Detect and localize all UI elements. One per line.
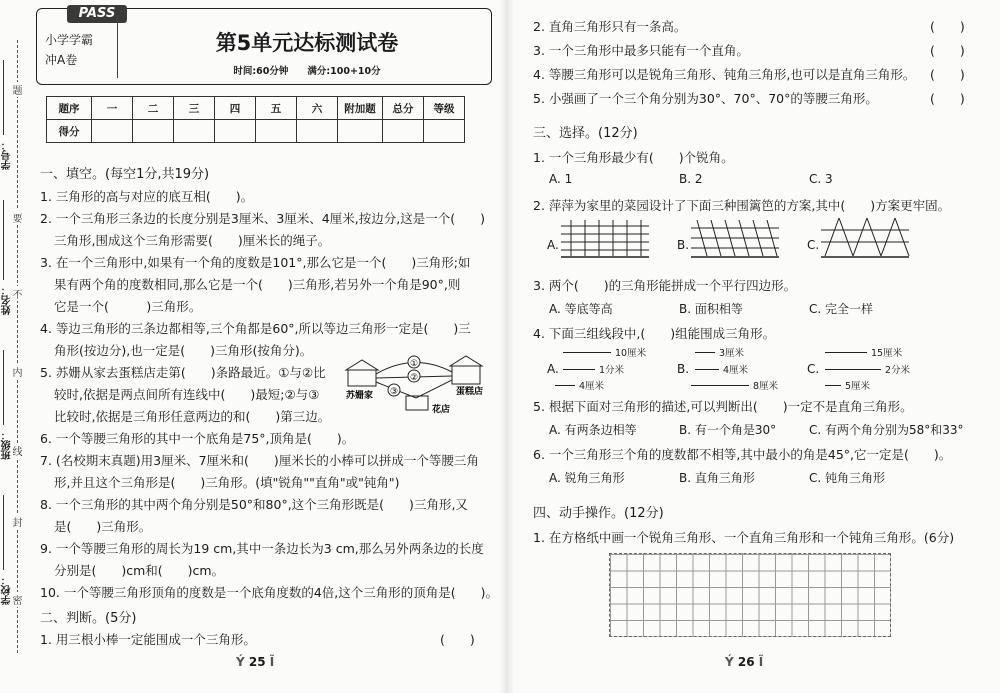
brand-line1: 小学学霸 (45, 33, 94, 47)
flower-shop-icon (406, 396, 428, 410)
choice-option[interactable]: A. (547, 238, 559, 252)
home-label: 苏姗家 (346, 391, 374, 401)
score-entry[interactable] (215, 120, 256, 143)
question-line: 角形(按边分),也一定是( )三角形(按角分)。 (54, 343, 313, 358)
score-entry[interactable] (92, 120, 133, 143)
segment-line (825, 369, 881, 370)
segment-line (695, 369, 719, 370)
cake-shop-label: 蛋糕店 (456, 387, 484, 397)
segment-label: 2分米 (885, 365, 911, 376)
section-choice-heading: 三、选择。(12分) (533, 126, 638, 141)
choice-option[interactable]: A. (547, 362, 559, 376)
table-cell: 等级 (424, 97, 465, 120)
question-line: 4. 等边三角形的三条边都相等,三个角都是60°,所以等边三角形一定是( )三 (40, 321, 471, 336)
table-cell: 二 (133, 97, 174, 120)
segment-label: 4厘米 (579, 381, 605, 392)
margin-word: 题 (12, 82, 23, 97)
score-entry[interactable] (256, 120, 297, 143)
margin-word: 线 (12, 443, 23, 458)
pass-logo: PASS (67, 5, 127, 23)
score-table (46, 96, 465, 143)
wheat-decoration-icon: Ý (236, 655, 245, 669)
wheat-decoration-icon: Ĩ (758, 655, 764, 669)
question-line: 5. 苏姗从家去蛋糕店走第( )条路最近。①与②比 (40, 365, 326, 380)
question-line: 6. 一个等腰三角形的其中一个底角是75°,顶角是( )。 (40, 431, 355, 446)
margin-word: 内 (12, 364, 23, 379)
margin-word: 密 (12, 592, 23, 607)
name-label: 姓名： (2, 285, 13, 315)
table-cell: 三 (174, 97, 215, 120)
question-line: 3. 两个( )的三角形能拼成一个平行四边形。 (533, 278, 797, 293)
route-map-figure (344, 352, 494, 420)
score-table-header-row (47, 97, 465, 120)
cake-shop-roof-icon (450, 356, 482, 366)
question-line: 4. 下面三组线段中,( )组能围成三角形。 (533, 326, 776, 341)
question-line: 8. 一个三角形的其中两个角分别是50°和80°,这个三角形既是( )三角形,又 (40, 497, 468, 512)
question-line: 3. 在一个三角形中,如果有一个角的度数是101°,那么它是一个( )三角形;如 (40, 255, 471, 270)
score-table-score-row (47, 120, 465, 143)
header-divider (117, 15, 118, 78)
question-line: 果有两个角的度数相同,那么它是一个( )三角形,若另外一个角是90°,则 (54, 277, 461, 292)
choice-option[interactable]: C. 3 (809, 172, 833, 186)
table-cell: 六 (297, 97, 338, 120)
segment-label: 8厘米 (753, 381, 779, 392)
binding-cut-line (17, 40, 18, 653)
question-line: 较时,依据是两点间所有连线中( )最短;②与③ (54, 387, 320, 402)
student-id-line (3, 60, 5, 135)
question-line: 1. 一个三角形最少有( )个锐角。 (533, 150, 734, 165)
choice-option[interactable]: A. 有两条边相等 (549, 423, 637, 437)
question-line: 2. 萍萍为家里的菜园设计了下面三种围篱笆的方案,其中( )方案更牢固。 (533, 198, 951, 213)
question-line: 3. 一个三角形中最多只能有一个直角。 (533, 43, 749, 58)
choice-option[interactable]: C. 钝角三角形 (809, 471, 886, 485)
choice-option[interactable]: B. (677, 238, 690, 252)
section-judge-heading: 二、判断。(5分) (40, 611, 137, 626)
fence-grid-c (821, 218, 911, 262)
question-line: 7. (名校期末真题)用3厘米、7厘米和( )厘米长的小棒可以拼成一个等腰三角 (40, 453, 479, 468)
question-line: 比较时,依据是三角形任意两边的和( )第三边。 (54, 409, 331, 424)
page-spine (500, 0, 514, 693)
question-line: 2. 直角三角形只有一条高。 (533, 19, 687, 34)
page-title: 第5单元达标测试卷 (215, 31, 399, 55)
score-entry[interactable] (174, 120, 215, 143)
section-fill-blank-heading: 一、填空。(每空1分,共19分) (40, 167, 210, 182)
question-line: 1. 在方格纸中画一个锐角三角形、一个直角三角形和一个钝角三角形。(6分) (533, 530, 955, 545)
fence-grid-b (691, 220, 781, 262)
table-cell: 得分 (47, 120, 92, 143)
table-cell: 四 (215, 97, 256, 120)
school-line (3, 495, 5, 570)
table-cell: 总分 (383, 97, 424, 120)
fence-grid-a (561, 220, 651, 262)
score-entry[interactable] (383, 120, 424, 143)
name-line (3, 200, 5, 280)
answer-paren[interactable]: ( ) (440, 632, 475, 647)
segment-line (825, 352, 867, 353)
page-number-right (725, 655, 763, 669)
page-number-text: 26 (737, 655, 755, 669)
segment-line (691, 385, 749, 386)
choice-option[interactable]: C. 有两个角分别为58°和33° (809, 423, 964, 437)
margin-word: 不 (12, 286, 23, 301)
class-label: 班级： (2, 430, 13, 460)
question-line: 1. 用三根小棒一定能围成一个三角形。 (40, 632, 256, 647)
question-line: 6. 一个三角形三个角的度数都不相等,其中最小的角是45°,它一定是( )。 (533, 447, 952, 462)
score-entry[interactable] (297, 120, 338, 143)
choice-option[interactable]: B. 面积相等 (679, 302, 743, 316)
segment-label: 5厘米 (845, 381, 871, 392)
house-icon (348, 370, 376, 386)
school-label: 学校： (2, 575, 13, 605)
cake-shop-icon (452, 366, 480, 384)
answer-paren[interactable]: ( ) (930, 43, 965, 58)
table-cell: 题序 (47, 97, 92, 120)
question-line: 形,并且这个三角形是( )三角形。(填"锐角""直角"或"钝角") (54, 475, 400, 490)
question-line: 2. 一个三角形三条边的长度分别是3厘米、3厘米、4厘米,按边分,这是一个( ) (40, 211, 485, 226)
binding-margin (0, 0, 34, 693)
segment-label: 1分米 (599, 365, 625, 376)
question-line: 分别是( )cm和( )cm。 (54, 563, 225, 578)
flower-shop-label: 花店 (432, 405, 451, 415)
student-id-label: 学号： (2, 140, 13, 170)
question-line: 三角形,围成这个三角形需要( )厘米长的绳子。 (54, 233, 331, 248)
route-1-label: ① (409, 359, 419, 369)
exam-header (36, 8, 492, 85)
exam-subtitle: 时间:60分钟 满分:100+10分 (233, 66, 381, 77)
question-line: 10. 一个等腰三角形顶角的度数是一个底角度数的4倍,这个三角形的顶角是( )。 (40, 585, 499, 600)
wheat-decoration-icon: Ý (725, 655, 734, 669)
choice-option[interactable]: C. (807, 238, 820, 252)
route-3-label: ③ (389, 387, 399, 397)
segment-line (563, 369, 595, 370)
table-cell: 一 (92, 97, 133, 120)
choice-option[interactable]: B. (677, 362, 690, 376)
wheat-decoration-icon: Ĩ (269, 655, 275, 669)
segment-label: 4厘米 (723, 365, 749, 376)
table-cell: 五 (256, 97, 297, 120)
choice-option[interactable]: B. 有一个角是30° (679, 423, 777, 437)
choice-option[interactable]: B. 2 (679, 172, 703, 186)
right-page (525, 0, 985, 693)
question-line: 1. 三角形的高与对应的底互相( )。 (40, 189, 254, 204)
margin-word: 封 (12, 514, 23, 529)
answer-paren[interactable]: ( ) (930, 91, 965, 106)
choice-option[interactable]: C. (807, 362, 820, 376)
segment-label: 10厘米 (615, 348, 647, 359)
choice-option[interactable]: A. 等底等高 (549, 302, 613, 316)
brand-line2: 冲A卷 (45, 53, 78, 67)
question-line: 5. 小强画了一个三个角分别为30°、70°、70°的等腰三角形。 (533, 91, 878, 106)
question-line: 是( )三角形。 (54, 519, 152, 534)
drawing-grid[interactable] (609, 553, 891, 637)
margin-word: 要 (12, 210, 23, 225)
segment-line (825, 385, 841, 386)
answer-paren[interactable]: ( ) (930, 67, 965, 82)
page-number-left (236, 655, 274, 669)
page-number-text: 25 (248, 655, 266, 669)
score-entry[interactable] (338, 120, 383, 143)
segment-line (563, 352, 611, 353)
segment-label: 3厘米 (719, 348, 745, 359)
question-line: 9. 一个等腰三角形的周长为19 cm,其中一条边长为3 cm,那么另外两条边的长度 (40, 541, 484, 556)
class-line (3, 350, 5, 425)
segment-label: 15厘米 (871, 348, 903, 359)
answer-paren[interactable]: ( ) (930, 19, 965, 34)
choice-option[interactable]: A. 1 (549, 172, 573, 186)
question-line: 4. 等腰三角形可以是锐角三角形、钝角三角形,也可以是直角三角形。 (533, 67, 916, 82)
segment-line (695, 352, 715, 353)
house-roof-icon (346, 360, 378, 370)
section-operation-heading: 四、动手操作。(12分) (533, 506, 664, 521)
segment-line (555, 385, 575, 386)
question-line: 它是一个( )三角形。 (54, 299, 202, 314)
left-page (36, 0, 499, 693)
score-entry[interactable] (133, 120, 174, 143)
choice-option[interactable]: A. 锐角三角形 (549, 471, 625, 485)
choice-option[interactable]: C. 完全一样 (809, 302, 874, 316)
question-line: 5. 根据下面对三角形的描述,可以判断出( )一定不是直角三角形。 (533, 399, 913, 414)
route-2-label: ② (409, 373, 419, 383)
score-entry[interactable] (424, 120, 465, 143)
choice-option[interactable]: B. 直角三角形 (679, 471, 755, 485)
table-cell: 附加题 (338, 97, 383, 120)
